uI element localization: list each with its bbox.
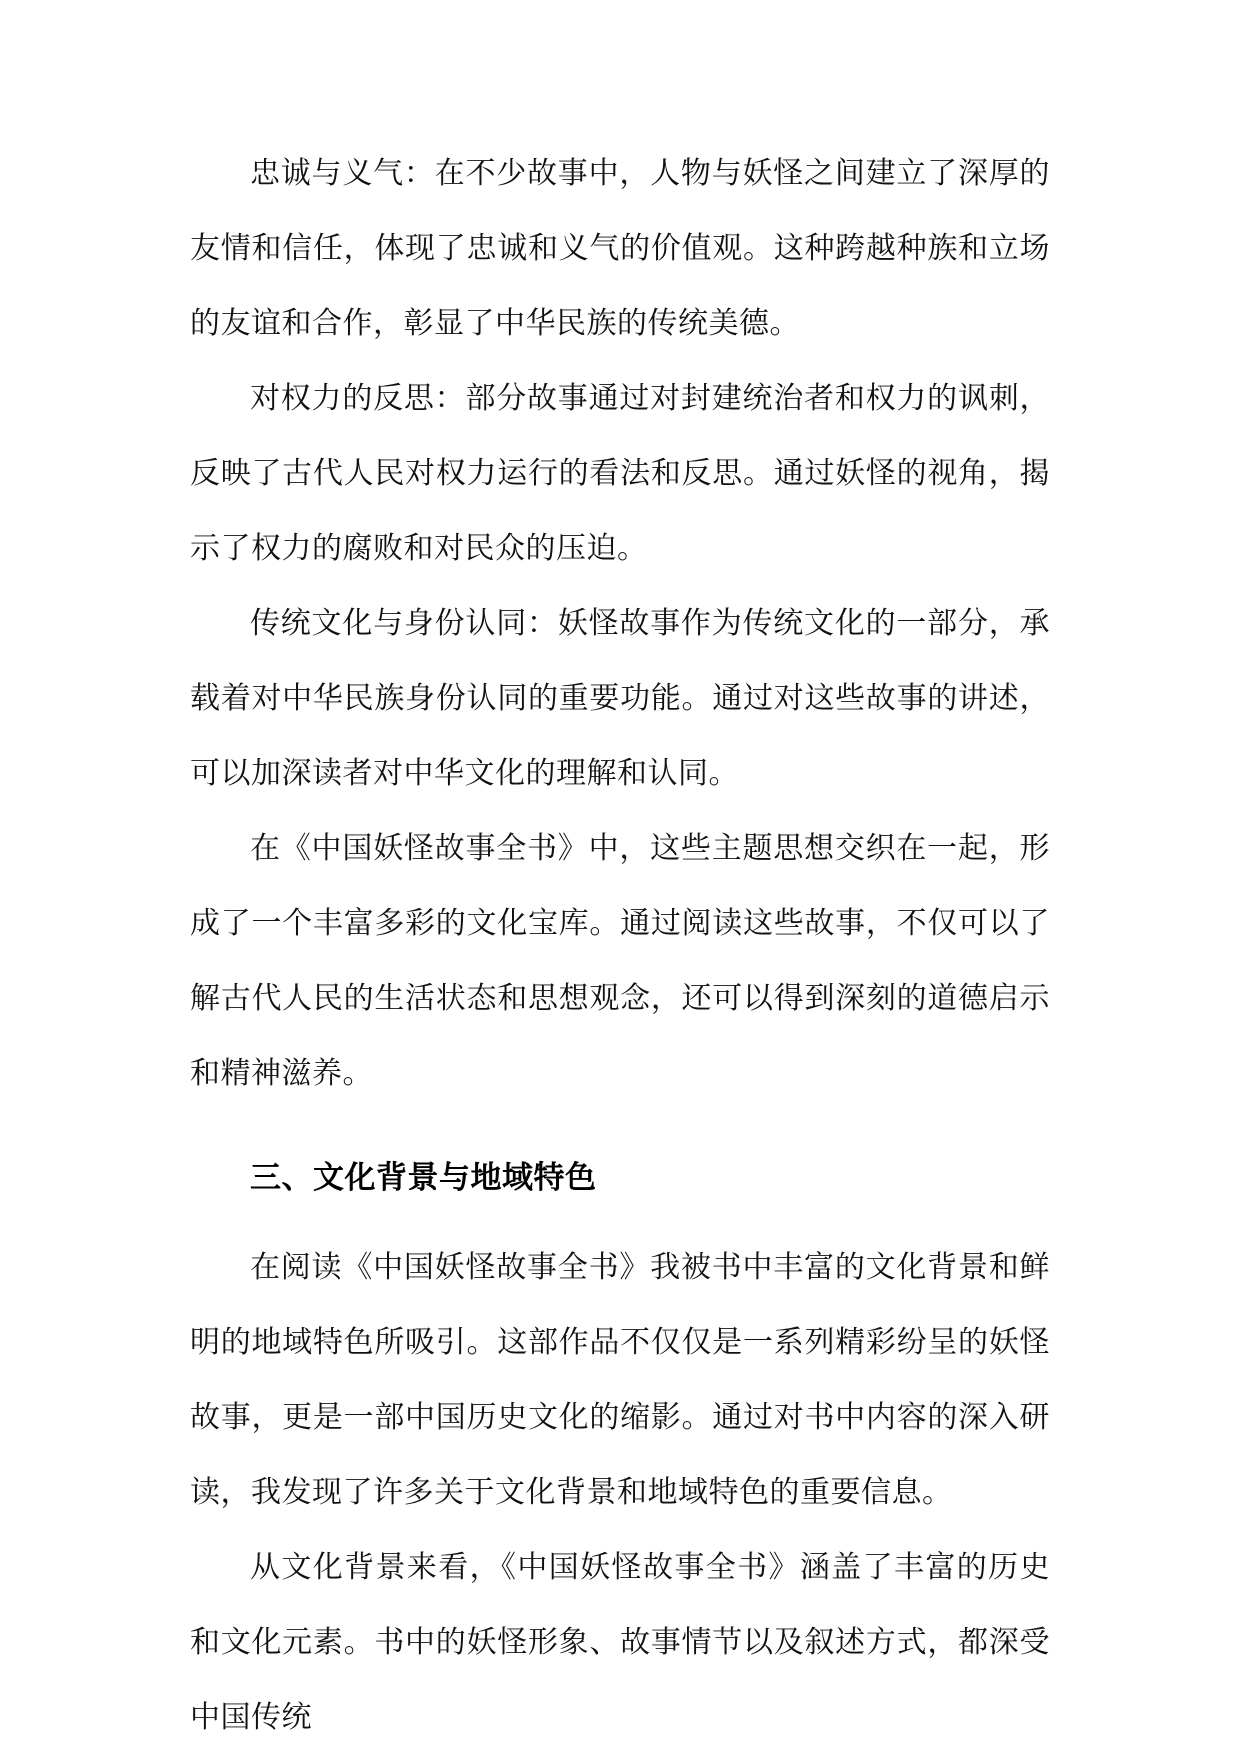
section-heading: 三、文化背景与地域特色	[250, 1160, 597, 1196]
paragraph-power-reflection: 对权力的反思：部分故事通过对封建统治者和权力的讽刺，反映了古代人民对权力运行的看法和反思。通过妖怪的视角，揭示了权力的腐败和对民众的压迫。	[190, 381, 1050, 566]
paragraph-loyalty: 忠诚与义气：在不少故事中，人物与妖怪之间建立了深厚的友情和信任，体现了忠诚和义气的价值观。这种跨越种族和立场的友谊和合作，彰显了中华民族的传统美德。	[190, 156, 1050, 341]
document-body	[190, 136, 1050, 1755]
paragraph-cultural-identity: 传统文化与身份认同：妖怪故事作为传统文化的一部分，承载着对中华民族身份认同的重要功能。通过对这些故事的讲述，可以加深读者对中华文化的理解和认同。	[190, 606, 1050, 791]
paragraph-cultural-background-intro: 在阅读《中国妖怪故事全书》我被书中丰富的文化背景和鲜明的地域特色所吸引。这部作品不仅仅是一系列精彩纷呈的妖怪故事，更是一部中国历史文化的缩影。通过对书中内容的深入研读，我发现了许多关于文化背景和地域特色的重要信息。	[190, 1250, 1050, 1510]
paragraph-cultural-background: 从文化背景来看，《中国妖怪故事全书》涵盖了丰富的历史和文化元素。书中的妖怪形象、故事情节以及叙述方式，都深受中国传统	[190, 1550, 1050, 1735]
paragraph-summary: 在《中国妖怪故事全书》中，这些主题思想交织在一起，形成了一个丰富多彩的文化宝库。通过阅读这些故事，不仅可以了解古代人民的生活状态和思想观念，还可以得到深刻的道德启示和精神滋养。	[190, 831, 1050, 1091]
